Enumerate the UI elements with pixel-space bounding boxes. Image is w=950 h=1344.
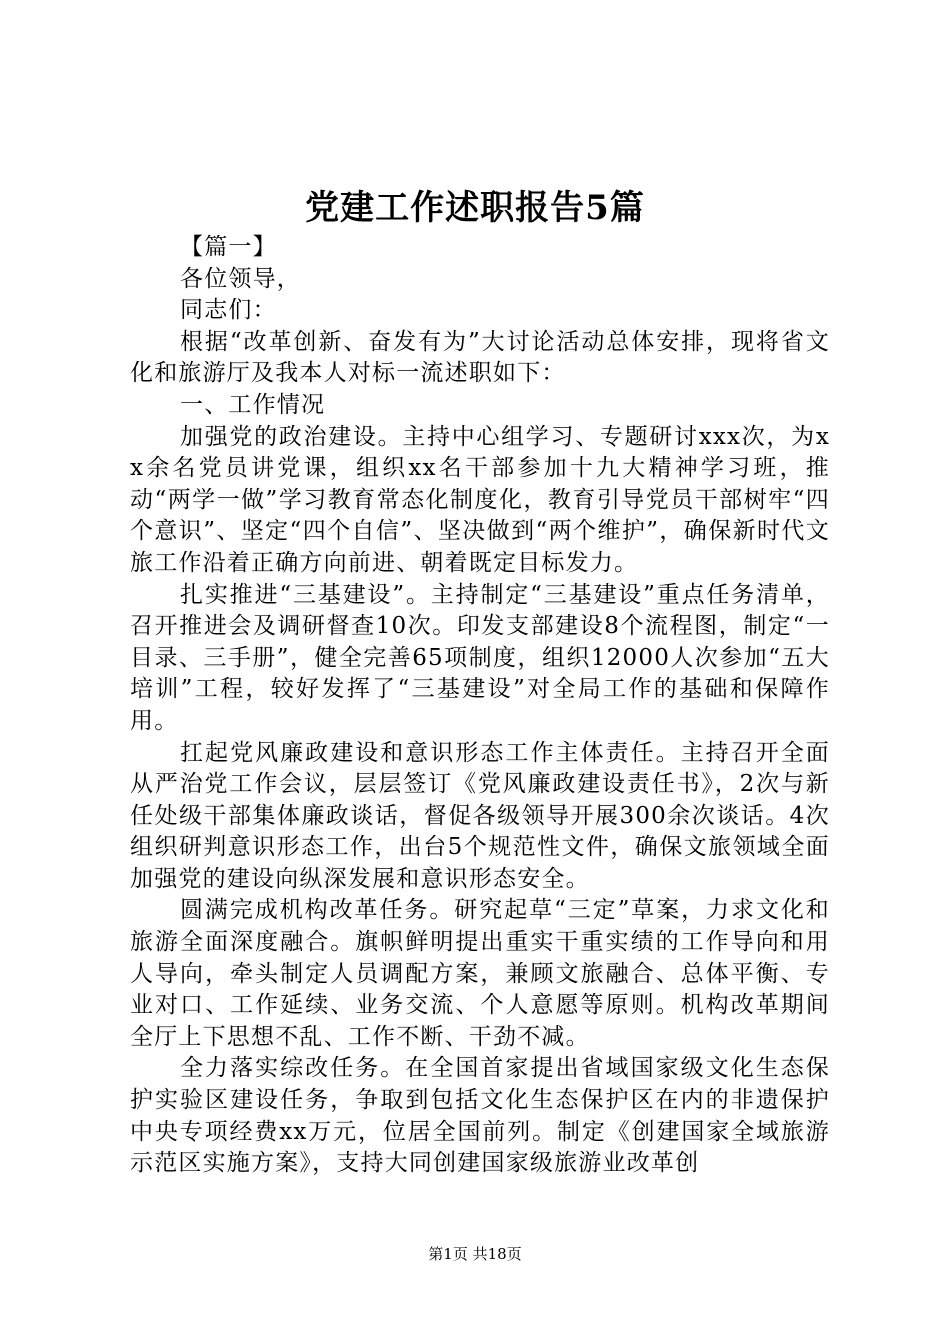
paragraph: 根据“改革创新、奋发有为”大讨论活动总体安排，现将省文化和旅游厅及我本人对标一流述职如下：	[130, 328, 830, 387]
document-body	[130, 232, 830, 1180]
document-title: 党建工作述职报告5篇	[305, 188, 645, 228]
salutation-leaders: 各位领导，	[180, 265, 301, 292]
paragraph: 全力落实综改任务。在全国首家提出省域国家级文化生态保护实验区建设任务，争取到包括文化生态保护区在内的非遗保护中央专项经费xx万元，位居全国前列。制定《创建国家全域旅游示范区实施方案》，支持大同创建国家级旅游业改革创	[130, 1055, 830, 1177]
section-heading-work-status: 一、工作情况	[180, 391, 326, 418]
salutation-comrades: 同志们：	[180, 297, 277, 324]
paragraph: 扎实推进“三基建设”。主持制定“三基建设”重点任务清单，召开推进会及调研督查10次。印发支部建设8个流程图，制定“一目录、三手册”，健全完善65项制度，组织12000人次参加“五大培训”工程，较好发挥了“三基建设”对全局工作的基础和保障作用。	[130, 581, 830, 734]
paragraph: 加强党的政治建设。主持中心组学习、专题研讨xxx次，为xx余名党员讲党课，组织xx名干部参加十九大精神学习班，推动“两学一做”学习教育常态化制度化，教育引导党员干部树牢“四个意识”、坚定“四个自信”、坚决做到“两个维护”，确保新时代文旅工作沿着正确方向前进、朝着既定目标发力。	[130, 423, 830, 576]
page-footer: 第1页 共18页	[428, 1245, 522, 1263]
paragraph: 圆满完成机构改革任务。研究起草“三定”草案，力求文化和旅游全面深度融合。旗帜鲜明提出重实干重实绩的工作导向和用人导向，牵头制定人员调配方案，兼顾文旅融合、总体平衡、专业对口、工作延续、业务交流、个人意愿等原则。机构改革期间全厅上下思想不乱、工作不断、干劲不减。	[130, 897, 830, 1050]
section-heading-part-one: 【篇一】	[180, 234, 277, 260]
paragraph: 扛起党风廉政建设和意识形态工作主体责任。主持召开全面从严治党工作会议，层层签订《党风廉政建设责任书》，2次与新任处级干部集体廉政谈话，督促各级领导开展300余次谈话。4次组织研判意识形态工作，出台5个规范性文件，确保文旅领域全面加强党的建设向纵深发展和意识形态安全。	[130, 739, 830, 892]
